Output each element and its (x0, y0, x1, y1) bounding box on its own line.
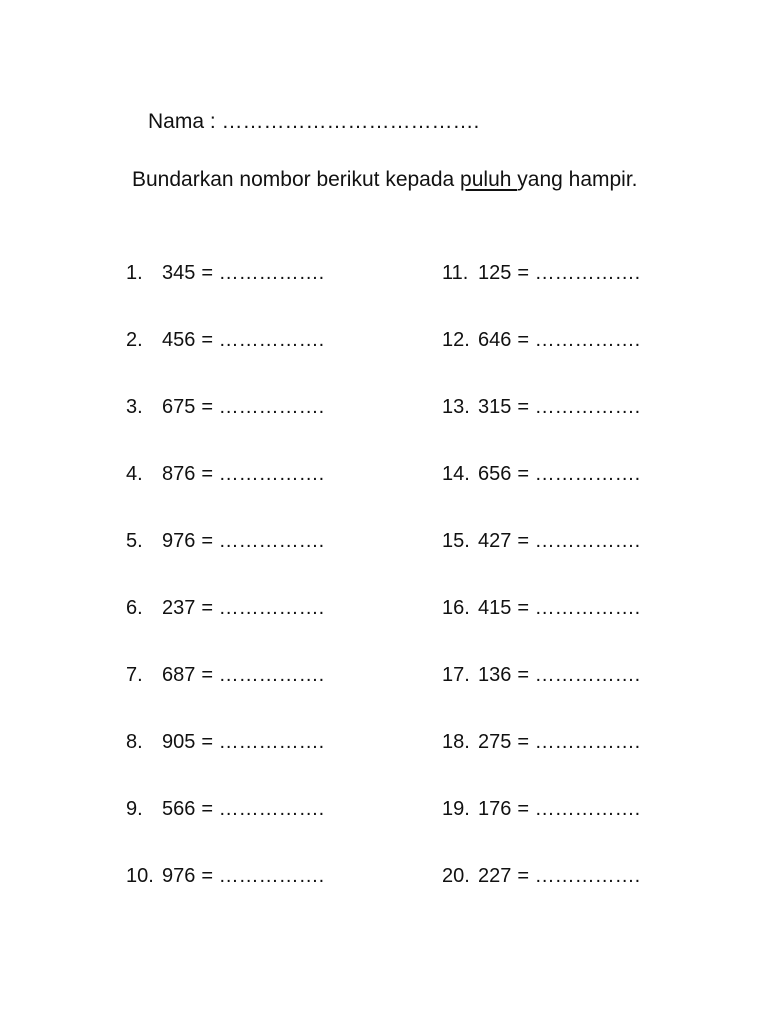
questions-left-column (126, 258, 426, 928)
question-item (442, 325, 742, 392)
question-number: 15. (442, 530, 470, 552)
question-number: 8. (126, 731, 143, 753)
answer-blank: = ……………. (201, 731, 325, 753)
questions-right-column (442, 258, 742, 928)
instruction-text (132, 168, 638, 192)
question-item (442, 861, 742, 928)
answer-blank: = ……………. (517, 463, 641, 485)
answer-blank: = ……………. (201, 329, 325, 351)
question-number: 4. (126, 463, 143, 485)
question-value: 976 (162, 530, 196, 552)
question-item (442, 593, 742, 660)
answer-blank: = ……………. (517, 597, 641, 619)
question-value: 176 (478, 798, 512, 820)
question-number: 1. (126, 262, 143, 284)
question-number: 14. (442, 463, 470, 485)
question-number: 10. (126, 865, 154, 887)
question-value: 566 (162, 798, 196, 820)
question-item (126, 258, 426, 325)
question-number: 20. (442, 865, 470, 887)
answer-blank: = ……………. (517, 664, 641, 686)
answer-blank: = ……………. (201, 262, 325, 284)
question-number: 7. (126, 664, 143, 686)
question-value: 125 (478, 262, 512, 284)
answer-blank: = ……………. (517, 798, 641, 820)
question-value: 136 (478, 664, 512, 686)
question-value: 687 (162, 664, 196, 686)
answer-blank: = ……………. (517, 262, 641, 284)
question-item (442, 794, 742, 861)
question-item (442, 526, 742, 593)
question-value: 456 (162, 329, 196, 351)
question-value: 227 (478, 865, 512, 887)
question-value: 237 (162, 597, 196, 619)
question-value: 905 (162, 731, 196, 753)
question-value: 675 (162, 396, 196, 418)
question-item (442, 727, 742, 794)
question-item (126, 392, 426, 459)
question-item (126, 727, 426, 794)
question-number: 13. (442, 396, 470, 418)
answer-blank: = ……………. (201, 664, 325, 686)
question-value: 275 (478, 731, 512, 753)
question-item (126, 861, 426, 928)
answer-blank: = ……………. (517, 396, 641, 418)
question-number: 9. (126, 798, 143, 820)
answer-blank: = ……………. (517, 329, 641, 351)
question-item (126, 526, 426, 593)
question-item (126, 459, 426, 526)
question-number: 3. (126, 396, 143, 418)
answer-blank: = ……………. (201, 798, 325, 820)
answer-blank: = ……………. (517, 530, 641, 552)
question-value: 315 (478, 396, 512, 418)
instruction-before: Bundarkan nombor berikut kepada (132, 168, 461, 191)
question-item (442, 459, 742, 526)
question-number: 12. (442, 329, 470, 351)
answer-blank: = ……………. (201, 530, 325, 552)
question-number: 19. (442, 798, 470, 820)
question-value: 656 (478, 463, 512, 485)
question-number: 11. (442, 262, 469, 284)
question-number: 17. (442, 664, 470, 686)
question-value: 415 (478, 597, 512, 619)
answer-blank: = ……………. (201, 597, 325, 619)
question-item (442, 258, 742, 325)
question-value: 976 (162, 865, 196, 887)
name-field: Nama : ………………………………. (148, 110, 480, 133)
question-number: 5. (126, 530, 143, 552)
question-item (126, 794, 426, 861)
answer-blank: = ……………. (201, 396, 325, 418)
answer-blank: = ……………. (201, 865, 325, 887)
answer-blank: = ……………. (201, 463, 325, 485)
question-item (126, 593, 426, 660)
question-number: 2. (126, 329, 143, 351)
question-value: 427 (478, 530, 512, 552)
question-item (126, 660, 426, 727)
question-number: 6. (126, 597, 143, 619)
question-value: 646 (478, 329, 512, 351)
answer-blank: = ……………. (517, 865, 641, 887)
question-item (126, 325, 426, 392)
instruction-keyword: puluh (460, 168, 518, 191)
question-value: 876 (162, 463, 196, 485)
question-number: 18. (442, 731, 470, 753)
question-value: 345 (162, 262, 196, 284)
question-item (442, 392, 742, 459)
answer-blank: = ……………. (517, 731, 641, 753)
question-number: 16. (442, 597, 470, 619)
instruction-after: yang hampir. (517, 168, 638, 191)
question-item (442, 660, 742, 727)
